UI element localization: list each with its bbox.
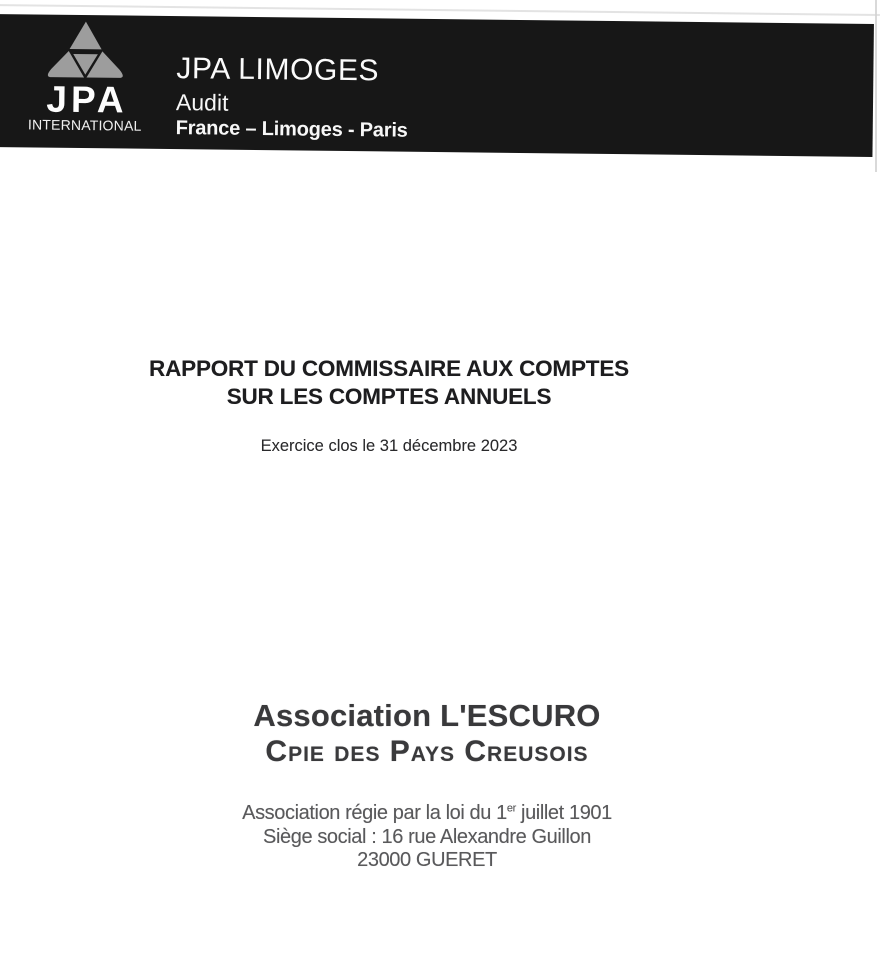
- report-title-block: [0, 355, 778, 456]
- jpa-logo: [21, 19, 150, 133]
- department-label: Audit: [175, 89, 229, 116]
- association-name: Association L'ESCURO: [253, 698, 601, 733]
- logo-international-label: INTERNATIONAL: [27, 116, 142, 134]
- firm-name: JPA LIMOGES: [176, 52, 380, 88]
- city-line: 23000 GUERET: [357, 849, 497, 871]
- legal-line-suffix: juillet 1901: [515, 802, 612, 824]
- jpa-triangle-icon: [43, 20, 128, 85]
- header-band: [0, 14, 874, 157]
- legal-line-prefix: Association régie par la loi du 1: [242, 802, 507, 824]
- association-subtitle: Cpie des Pays Creusois: [265, 735, 589, 768]
- report-title-line2: SUR LES COMPTES ANNUELS: [226, 384, 552, 409]
- legal-superscript: er: [506, 802, 516, 815]
- association-legal-block: [0, 802, 854, 873]
- scan-right-edge-artifact: [875, 0, 877, 172]
- scan-top-edge-artifact: [0, 4, 880, 16]
- address-line: Siège social : 16 rue Alexandre Guillon: [263, 825, 591, 848]
- association-block: [0, 697, 854, 873]
- header-text-block: [176, 52, 409, 143]
- legal-line: [0, 802, 854, 826]
- report-title-line1: RAPPORT DU COMMISSAIRE AUX COMPTES: [149, 356, 629, 381]
- locations-label: France – Limoges - Paris: [175, 117, 408, 142]
- report-subtitle: Exercice clos le 31 décembre 2023: [260, 437, 518, 455]
- logo-acronym: JPA: [46, 78, 128, 121]
